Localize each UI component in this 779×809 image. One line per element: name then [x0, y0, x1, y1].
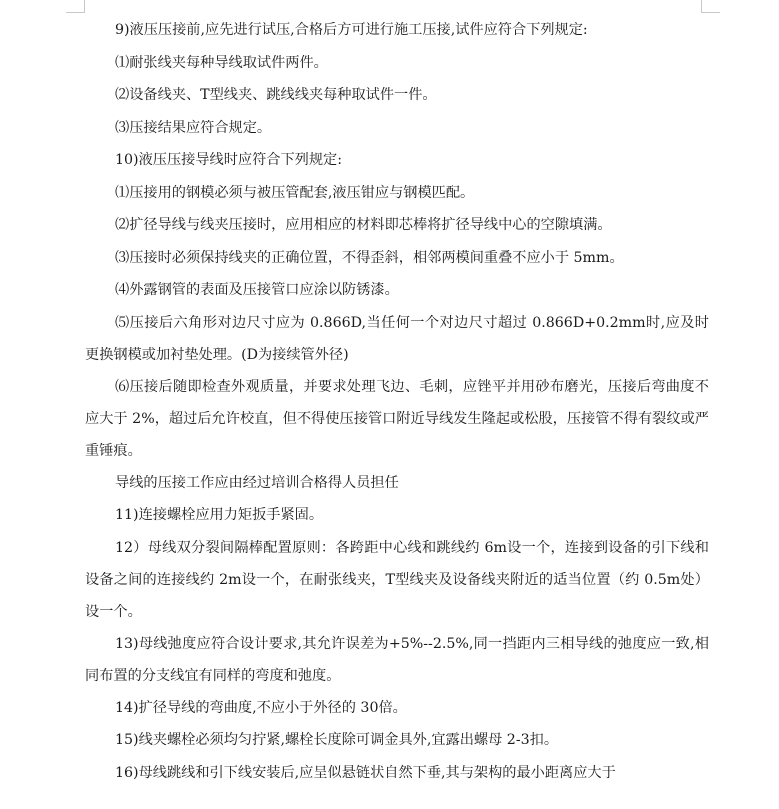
paragraph-11: 11)连接螺栓应用力矩扳手紧固。: [115, 507, 324, 523]
list-item-9-2: ⑵设备线夹、T型线夹、跳线线夹每种取试件一件。: [115, 87, 437, 103]
paragraph-13: 13)母线弛度应符合设计要求,其允许误差为+5%--2.5%,同一挡距内三相导线的弛度应一致,相同布置的分支线宜有同样的弯度和弛度。: [85, 635, 709, 684]
list-item-9-3: ⑶压接结果应符合规定。: [115, 119, 272, 136]
list-item-10-3: ⑶压接时必须保持线夹的正确位置，不得歪斜，相邻两模间重叠不应小于 5mm。: [115, 249, 624, 266]
paragraph-9: 9)液压压接前,应先进行试压,合格后方可进行施工压接,试件应符合下列规定:: [115, 22, 588, 38]
list-item-10-4: ⑷外露钢管的表面及压接管口应涂以防锈漆。: [115, 282, 399, 298]
paragraph-16: 16)母线跳线和引下线安装后,应呈似悬链状自然下垂,其与架构的最小距离应大于: [115, 764, 616, 781]
paragraph-14: 14)扩径导线的弯曲度,不应小于外径的 30倍。: [115, 699, 407, 716]
paragraph-12: 12）母线双分裂间隔棒配置原则：各跨距中心线和跳线约 6m设一个，连接到设备的引下线和设备之间的连接线约 2m设一个，在耐张线夹，T型线夹及设备线夹附近的适当位置（约 0.5m处）设一个。: [85, 539, 709, 620]
list-item-10-1: ⑴压接用的钢模必须与被压管配套,液压钳应与钢模匹配。: [115, 184, 475, 201]
page-corner-mark-right: [701, 0, 720, 13]
document-page-body: [85, 14, 709, 789]
paragraph-crimping-personnel: 导线的压接工作应由经过培训合格得人员担任: [115, 474, 399, 491]
list-item-9-1: ⑴耐张线夹每种导线取试件两件。: [115, 54, 328, 71]
page-corner-mark-left: [66, 0, 85, 13]
list-item-10-2: ⑵扩径导线与线夹压接时，应用相应的材料即芯棒将扩径导线中心的空隙填满。: [115, 217, 612, 233]
list-item-10-5: ⑸压接后六角形对边尺寸应为 0.866D,当任何一个对边尺寸超过 0.866D+0.2mm时,应及时更换钢模或加衬垫处理。(D为接续管外径): [85, 314, 709, 363]
paragraph-10: 10)液压压接导线时应符合下列规定:: [115, 152, 342, 168]
list-item-10-6: ⑹压接后随即检查外观质量，并要求处理飞边、毛刺，应锉平并用砂布磨光，压接后弯曲度不应大于 2%，超过后允许校直，但不得使压接管口附近导线发生隆起或松股，压接管不得有裂纹或严重锤痕。: [85, 378, 709, 459]
paragraph-15: 15)线夹螺栓必须均匀拧紧,螺栓长度除可调金具外,宜露出螺母 2-3扣。: [115, 732, 559, 748]
